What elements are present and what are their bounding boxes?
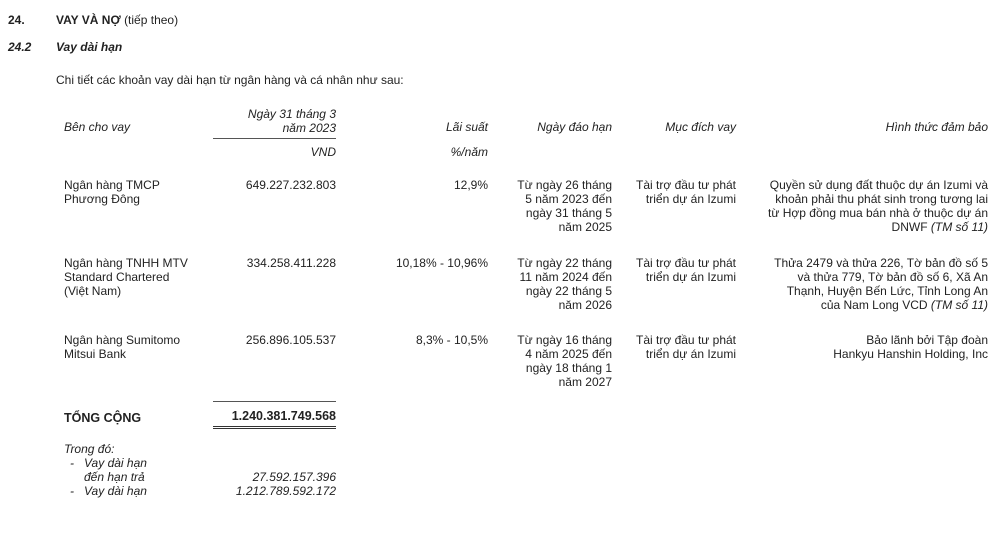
row-2-collateral-ref: (TM số 11) bbox=[930, 298, 988, 312]
row-3-maturity-line: Từ ngày 16 tháng bbox=[517, 333, 612, 347]
row-1-collateral-line: khoản phải thu phát sinh trong tương lai bbox=[775, 192, 988, 206]
header-maturity: Ngày đáo hạn bbox=[537, 120, 612, 134]
row-3-collateral bbox=[740, 333, 988, 361]
total-label: TỔNG CỘNG bbox=[64, 411, 142, 425]
row-1-purpose-line: Tài trợ đầu tư phát bbox=[636, 178, 736, 192]
breakdown-item-1-dash: - bbox=[70, 456, 74, 470]
row-2-purpose bbox=[620, 256, 736, 284]
section-number: 24. bbox=[8, 13, 25, 27]
section-title bbox=[56, 13, 178, 27]
header-amount-line2: năm 2023 bbox=[282, 121, 336, 135]
total-top-rule bbox=[213, 401, 336, 402]
row-3-lender-line: Ngân hàng Sumitomo bbox=[64, 333, 181, 347]
breakdown-item-1-label-line: đến hạn trả bbox=[84, 470, 145, 484]
row-2-maturity-line: 11 năm 2024 đến bbox=[519, 270, 612, 284]
header-rate: Lãi suất bbox=[445, 120, 488, 134]
row-2-lender-line: Standard Chartered bbox=[64, 270, 170, 284]
row-2-lender-line: (Việt Nam) bbox=[64, 284, 122, 298]
header-rate-unit: %/năm bbox=[450, 145, 488, 159]
row-1-maturity-line: ngày 31 tháng 5 bbox=[525, 206, 612, 220]
row-2-maturity-line: năm 2026 bbox=[558, 298, 612, 312]
total-bottom-rule bbox=[213, 426, 336, 429]
header-amount-unit: VND bbox=[310, 145, 336, 159]
breakdown-item-2-value: 1.212.789.592.172 bbox=[235, 484, 336, 498]
row-3-purpose bbox=[620, 333, 736, 361]
row-3-maturity bbox=[500, 333, 612, 389]
row-3-collateral-line: Bảo lãnh bởi Tập đoàn bbox=[866, 333, 988, 347]
subsection-title: Vay dài hạn bbox=[56, 40, 123, 54]
total-value: 1.240.381.749.568 bbox=[231, 409, 336, 423]
row-1-maturity-line: năm 2025 bbox=[558, 220, 612, 234]
intro-text: Chi tiết các khoản vay dài hạn từ ngân hàng và cá nhân như sau: bbox=[56, 73, 404, 87]
header-amount-rule bbox=[213, 138, 336, 139]
row-1-collateral-ref: (TM số 11) bbox=[930, 220, 988, 234]
row-2-lender bbox=[64, 256, 188, 298]
row-1-amount: 649.227.232.803 bbox=[245, 178, 336, 192]
breakdown-item-2-label: Vay dài hạn bbox=[84, 484, 147, 498]
row-1-collateral-last: DNWF bbox=[891, 220, 928, 234]
row-2-purpose-line: Tài trợ đầu tư phát bbox=[636, 256, 736, 270]
row-1-rate: 12,9% bbox=[453, 178, 488, 192]
breakdown-item-1-label-line: Vay dài hạn bbox=[84, 456, 147, 470]
row-1-collateral-line: từ Hợp đồng mua bán nhà ở thuộc dự án bbox=[768, 206, 988, 220]
header-lender: Bên cho vay bbox=[64, 120, 131, 134]
row-1-maturity-line: Từ ngày 26 tháng bbox=[517, 178, 612, 192]
row-3-purpose-line: triển dự án Izumi bbox=[645, 347, 736, 361]
header-collateral: Hình thức đảm bảo bbox=[885, 120, 988, 134]
row-3-rate: 8,3% - 10,5% bbox=[415, 333, 488, 347]
row-1-lender-line: Phương Đông bbox=[64, 192, 140, 206]
row-3-amount: 256.896.105.537 bbox=[245, 333, 336, 347]
row-2-collateral-line: Thạnh, Huyện Bến Lức, Tỉnh Long An bbox=[786, 284, 988, 298]
row-2-purpose-line: triển dự án Izumi bbox=[645, 270, 736, 284]
row-1-collateral-line: Quyền sử dụng đất thuộc dự án Izumi và bbox=[769, 178, 988, 192]
row-2-lender-line: Ngân hàng TNHH MTV bbox=[64, 256, 188, 270]
row-2-maturity bbox=[500, 256, 612, 312]
row-1-maturity-line: 5 năm 2023 đến bbox=[525, 192, 612, 206]
row-2-rate: 10,18% - 10,96% bbox=[395, 256, 488, 270]
row-3-maturity-line: ngày 18 tháng 1 bbox=[525, 361, 612, 375]
header-amount-line1: Ngày 31 tháng 3 bbox=[247, 107, 336, 121]
row-3-purpose-line: Tài trợ đầu tư phát bbox=[636, 333, 736, 347]
row-2-collateral-last: của Nam Long VCD bbox=[820, 298, 928, 312]
breakdown-item-2-dash: - bbox=[70, 484, 74, 498]
row-2-amount: 334.258.411.228 bbox=[246, 256, 336, 270]
row-3-collateral-line: Hankyu Hanshin Holding, Inc bbox=[833, 347, 988, 361]
section-title-suffix: (tiếp theo) bbox=[124, 13, 179, 27]
row-2-collateral-line-last bbox=[740, 298, 988, 312]
row-2-maturity-line: Từ ngày 22 tháng bbox=[517, 256, 612, 270]
row-2-collateral-line: Thửa 2479 và thửa 226, Tờ bản đồ số 5 bbox=[774, 256, 988, 270]
row-1-collateral bbox=[740, 178, 988, 234]
header-purpose: Mục đích vay bbox=[665, 120, 736, 134]
row-1-purpose-line: triển dự án Izumi bbox=[645, 192, 736, 206]
breakdown-label: Trong đó: bbox=[64, 442, 115, 456]
row-2-collateral bbox=[740, 256, 988, 312]
row-1-lender-line: Ngân hàng TMCP bbox=[64, 178, 160, 192]
row-3-maturity-line: 4 năm 2025 đến bbox=[525, 347, 612, 361]
row-1-lender bbox=[64, 178, 160, 206]
row-3-maturity-line: năm 2027 bbox=[558, 375, 612, 389]
breakdown-item-1-label bbox=[84, 456, 147, 484]
row-3-lender bbox=[64, 333, 180, 361]
breakdown-item-1-value: 27.592.157.396 bbox=[252, 470, 336, 484]
row-1-maturity bbox=[500, 178, 612, 234]
row-1-purpose bbox=[620, 178, 736, 206]
section-title-main: VAY VÀ NỢ bbox=[56, 13, 121, 27]
row-2-maturity-line: ngày 22 tháng 5 bbox=[525, 284, 612, 298]
subsection-number: 24.2 bbox=[8, 40, 32, 54]
row-3-lender-line: Mitsui Bank bbox=[64, 347, 127, 361]
row-2-collateral-line: và thửa 779, Tờ bản đồ số 6, Xã An bbox=[797, 270, 988, 284]
row-1-collateral-line-last bbox=[740, 220, 988, 234]
